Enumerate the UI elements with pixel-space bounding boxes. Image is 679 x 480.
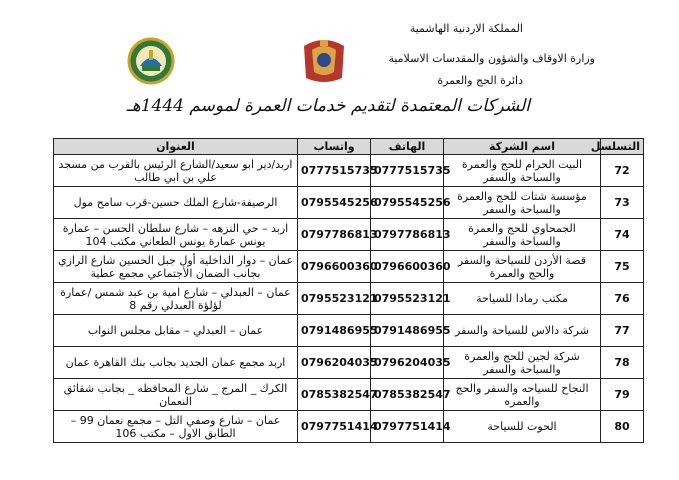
companies-table: [53, 138, 644, 443]
serial-cell: 80: [601, 411, 644, 443]
serial-cell: 77: [601, 315, 644, 347]
address-cell: عمان – شارع وصفي التل – مجمع نعمان 99 – الطابق الاول – مكتب 106: [54, 411, 298, 443]
address-cell: عمان – العبدلي – مقابل مجلس النواب: [54, 315, 298, 347]
phone-cell: 0795545256: [371, 187, 444, 219]
header-kingdom: المملكة الاردنية الهاشمية: [409, 22, 523, 35]
whatsapp-cell: 0777515735: [298, 155, 371, 187]
address-cell: اربد – حي النزهه – شارع سلطان الحسن – عمارة يونس عمارة يونس الطعاني مكتب 104: [54, 219, 298, 251]
column-header-address: العنوان: [54, 139, 298, 155]
address-cell: الرصيفة-شارع الملك حسين-قرب سامح مول: [54, 187, 298, 219]
whatsapp-cell: 0785382547: [298, 379, 371, 411]
table-row: [54, 315, 644, 347]
company-cell: الجمحاوي للحج والعمرة والسياحة والسفر: [444, 219, 601, 251]
serial-cell: 74: [601, 219, 644, 251]
phone-cell: 0797751414: [371, 411, 444, 443]
whatsapp-cell: 0797786813: [298, 219, 371, 251]
phone-cell: 0796600360: [371, 251, 444, 283]
address-cell: عمان – العبدلي – شارع امية بن عبد شمس /عمارة لؤلؤة العبدلي رقم 8: [54, 283, 298, 315]
column-header-serial: التسلسل: [601, 139, 644, 155]
table-row: [54, 411, 644, 443]
table-row: [54, 219, 644, 251]
whatsapp-cell: 0795523121: [298, 283, 371, 315]
column-header-company: اسم الشركة: [444, 139, 601, 155]
coat-of-arms-icon: [298, 36, 350, 86]
serial-cell: 78: [601, 347, 644, 379]
whatsapp-cell: 0795545256: [298, 187, 371, 219]
page-title: الشركات المعتمدة لتقديم خدمات العمرة لموسم 1444هـ: [126, 96, 530, 116]
phone-cell: 0795523121: [371, 283, 444, 315]
phone-cell: 0796204035: [371, 347, 444, 379]
whatsapp-cell: 0796204035: [298, 347, 371, 379]
whatsapp-cell: 0791486955: [298, 315, 371, 347]
header-ministry: وزارة الاوقاف والشؤون والمقدسات الاسلامية: [388, 52, 595, 65]
company-cell: مؤسسة شتات للحج والعمرة والسياحة والسفر: [444, 187, 601, 219]
phone-cell: 0797786813: [371, 219, 444, 251]
serial-cell: 76: [601, 283, 644, 315]
company-cell: النجاح للسياحه والسفر والحج والعمره: [444, 379, 601, 411]
address-cell: اربد/دير ابو سعيد/الشارع الرئيس بالقرب من مسجد علي بن ابي طالب: [54, 155, 298, 187]
table-row: [54, 347, 644, 379]
ministry-logo-icon: [120, 36, 182, 86]
table-header-row: [54, 139, 644, 155]
table-row: [54, 379, 644, 411]
company-cell: شركة لجين للحج والعمرة والسياحة والسفر: [444, 347, 601, 379]
serial-cell: 73: [601, 187, 644, 219]
company-cell: الحوت للسياحة: [444, 411, 601, 443]
phone-cell: 0785382547: [371, 379, 444, 411]
company-cell: مكتب رمادا للسياحة: [444, 283, 601, 315]
address-cell: الكرك _ المرج _ شارع المحافظه _ بجانب شقائق النعمان: [54, 379, 298, 411]
phone-cell: 0777515735: [371, 155, 444, 187]
address-cell: عمان – دوار الداخلية أول جبل الحسين شارع الرازي بجانب الضمان الأجتماعي مجمع عطية: [54, 251, 298, 283]
serial-cell: 75: [601, 251, 644, 283]
company-cell: شركة دالاس للسياحة والسفر: [444, 315, 601, 347]
serial-cell: 72: [601, 155, 644, 187]
company-cell: البيت الحرام للحج والعمرة والسياحة والسفر: [444, 155, 601, 187]
whatsapp-cell: 0797751414: [298, 411, 371, 443]
column-header-phone: الهاتف: [371, 139, 444, 155]
whatsapp-cell: 0796600360: [298, 251, 371, 283]
table-row: [54, 251, 644, 283]
address-cell: اربد مجمع عمان الجديد بجانب بنك القاهرة عمان: [54, 347, 298, 379]
table-row: [54, 283, 644, 315]
column-header-whatsapp: واتساب: [298, 139, 371, 155]
header-department: دائرة الحج والعمرة: [437, 74, 523, 87]
table-row: [54, 155, 644, 187]
table-row: [54, 187, 644, 219]
company-cell: قصة الأردن للسياحة والسفر والحج والعمرة: [444, 251, 601, 283]
phone-cell: 0791486955: [371, 315, 444, 347]
serial-cell: 79: [601, 379, 644, 411]
